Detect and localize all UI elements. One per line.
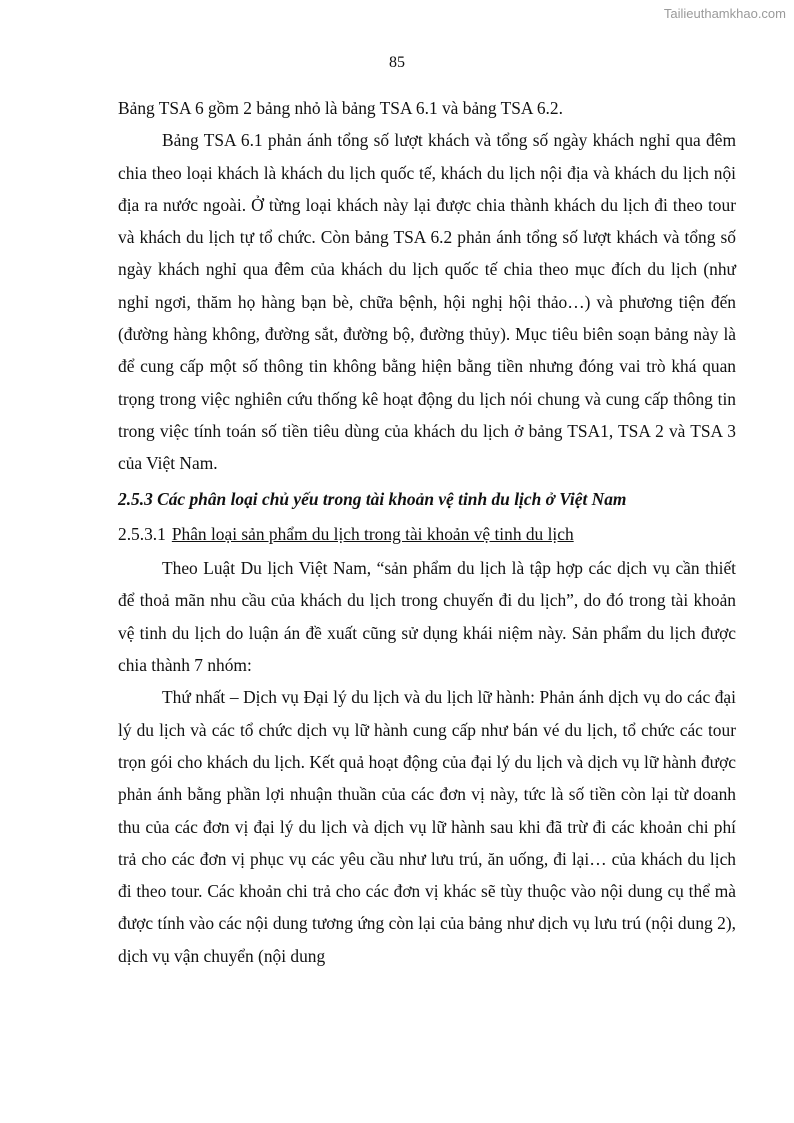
section-heading: 2.5.3 Các phân loại chủ yếu trong tài khoản vệ tinh du lịch ở Việt Nam [118,488,627,509]
paragraph-definition: Theo Luật Du lịch Việt Nam, “sản phẩm du lịch là tập hợp các dịch vụ cần thiết để thoả mãn nhu cầu của khách du lịch trong chuyến đi du lịch”, do đó trong tài khoản vệ tinh du lịch do luận án đề xuất cũng sử dụng khái niệm này. Sản phẩm du lịch được chia thành 7 nhóm: [118,558,736,676]
page-content [118,92,736,972]
paragraph-intro: Bảng TSA 6 gồm 2 bảng nhỏ là bảng TSA 6.1 và bảng TSA 6.2. [118,98,563,118]
subsection-title: Phân loại sản phẩm du lịch trong tài khoản vệ tinh du lịch [171,523,574,544]
paragraph-tsa-6-1: Bảng TSA 6.1 phản ánh tổng số lượt khách và tổng số ngày khách nghỉ qua đêm chia theo loại khách là khách du lịch quốc tế, khách du lịch nội địa và khách du lịch nội địa ra nước ngoài. Ở từng loại khách này lại được chia thành khách du lịch đi theo tour và khách du lịch tự tổ chức. Còn bảng TSA 6.2 phản ánh tổng số lượt khách và tổng số ngày khách nghỉ qua đêm của khách du lịch quốc tế chia theo mục đích du lịch (như nghỉ ngơi, thăm họ hàng bạn bè, chữa bệnh, hội nghị hội thảo…) và phương tiện đến (đường hàng không, đường sắt, đường bộ, đường thủy). Mục tiêu biên soạn bảng này là để cung cấp một số thông tin không bằng hiện bằng tiền nhưng đóng vai trò khá quan trọng trong việc nghiên cứu thống kê hoạt động du lịch nói chung và cung cấp thông tin trong việc tính toán số tiền tiêu dùng của khách du lịch ở bảng TSA1, TSA 2 và TSA 3 của Việt Nam. [118,130,736,474]
page-number: 85 [389,54,405,71]
subsection-heading [118,518,736,552]
paragraph-group-1: Thứ nhất – Dịch vụ Đại lý du lịch và du lịch lữ hành: Phản ánh dịch vụ do các đại lý du lịch và các tổ chức dịch vụ lữ hành cung cấp như bán vé du lịch, tổ chức các tour trọn gói cho khách du lịch. Kết quả hoạt động của đại lý du lịch và dịch vụ lữ hành được phản ánh bằng phần lợi nhuận thuần của các đơn vị này, tức là số tiền còn lại từ doanh thu của các đơn vị đại lý du lịch và dịch vụ lữ hành sau khi đã trừ đi các khoản chi phí trả cho các đơn vị phục vụ các yêu cầu như lưu trú, ăn uống, đi lại… của khách du lịch đi theo tour. Các khoản chi trả cho các đơn vị khác sẽ tùy thuộc vào nội dung cụ thể mà được tính vào các nội dung tương ứng còn lại của bảng như dịch vụ lưu trú (nội dung 2), dịch vụ vận chuyển (nội dung [118,687,736,966]
subsection-number: 2.5.3.1 [118,523,166,544]
watermark: Tailieuthamkhao.com [663,6,786,21]
